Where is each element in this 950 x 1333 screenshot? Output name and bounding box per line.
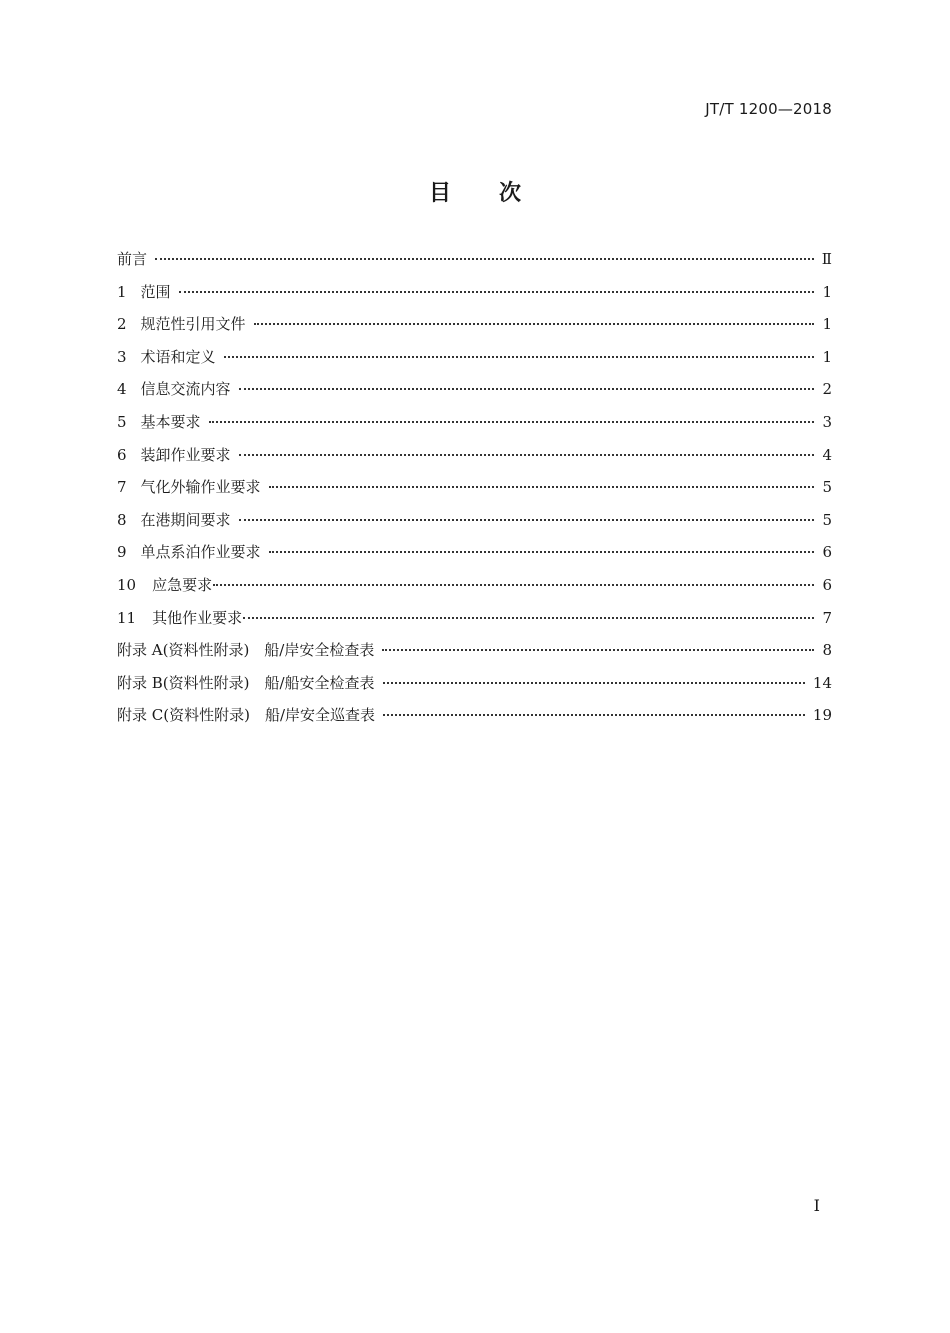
toc-entry-page: 6 xyxy=(822,543,832,562)
toc-entry-9[interactable] xyxy=(117,541,832,574)
toc-entry-label: 附录 A(资料性附录) 船/岸安全检查表 xyxy=(117,641,375,660)
standard-code: JT/T 1200—2018 xyxy=(705,100,832,118)
toc-entry-appendix-a[interactable] xyxy=(117,639,832,672)
toc-entry-page: 1 xyxy=(822,315,832,334)
dot-leader xyxy=(213,583,814,586)
toc-entry-number: 8 xyxy=(117,510,127,529)
toc-entry-page: 3 xyxy=(822,412,832,431)
toc-entry-page: 7 xyxy=(822,608,832,627)
toc-entry-label: 术语和定义 xyxy=(140,347,216,366)
toc-entry-foreword[interactable] xyxy=(117,248,832,281)
toc-entry-4[interactable] xyxy=(117,378,832,411)
toc-entry-label: 规范性引用文件 xyxy=(140,315,246,334)
toc-entry-page: Ⅱ xyxy=(821,250,832,268)
dot-leader xyxy=(209,420,815,423)
toc-entry-label: 信息交流内容 xyxy=(140,380,231,399)
toc-entry-number: 10 xyxy=(117,575,137,594)
toc-entry-11[interactable] xyxy=(117,607,832,640)
toc-entry-5[interactable] xyxy=(117,411,832,444)
toc-entry-8[interactable] xyxy=(117,509,832,542)
toc-entry-appendix-c[interactable] xyxy=(117,704,832,737)
toc-entry-page: 1 xyxy=(822,347,832,366)
toc-entry-10[interactable] xyxy=(117,574,832,607)
toc-entry-2[interactable] xyxy=(117,313,832,346)
toc-entry-page: 4 xyxy=(822,445,832,464)
toc-entry-page: 2 xyxy=(822,380,832,399)
dot-leader xyxy=(269,550,815,553)
toc-entry-label: 应急要求 xyxy=(152,575,213,594)
toc-entry-number: 1 xyxy=(117,282,127,301)
toc-entry-6[interactable] xyxy=(117,444,832,477)
toc-entry-label: 其他作业要求 xyxy=(152,608,243,627)
toc-entry-number: 7 xyxy=(117,478,127,497)
toc-entry-page: 1 xyxy=(822,282,832,301)
toc-entry-page: 5 xyxy=(822,478,832,497)
toc-entry-page: 14 xyxy=(812,673,832,692)
toc-entry-label: 基本要求 xyxy=(140,412,201,431)
toc-entry-number: 6 xyxy=(117,445,127,464)
dot-leader xyxy=(155,257,814,260)
toc-entry-number: 4 xyxy=(117,380,127,399)
toc-entry-3[interactable] xyxy=(117,346,832,379)
dot-leader xyxy=(239,387,815,390)
dot-leader xyxy=(383,713,805,716)
toc-entry-label: 范围 xyxy=(140,282,171,301)
toc-entry-page: 8 xyxy=(822,641,832,660)
toc-entry-label: 单点系泊作业要求 xyxy=(140,543,261,562)
toc-entry-1[interactable] xyxy=(117,281,832,314)
toc-entry-label: 在港期间要求 xyxy=(140,510,231,529)
toc-entry-appendix-b[interactable] xyxy=(117,672,832,705)
toc-entry-7[interactable] xyxy=(117,476,832,509)
toc-entry-label: 附录 C(资料性附录) 船/岸安全巡查表 xyxy=(117,706,376,725)
dot-leader xyxy=(179,290,815,293)
toc-entry-page: 5 xyxy=(822,510,832,529)
toc-entry-page: 19 xyxy=(812,706,832,725)
dot-leader xyxy=(254,322,815,325)
toc-entry-number: 2 xyxy=(117,315,127,334)
page-title: 目次 xyxy=(428,181,569,206)
page-number: Ⅰ xyxy=(813,1196,820,1215)
toc-entry-number: 3 xyxy=(117,347,127,366)
dot-leader xyxy=(243,616,814,619)
toc-entry-label: 附录 B(资料性附录) 船/船安全检查表 xyxy=(117,673,375,692)
toc-entry-page: 6 xyxy=(822,575,832,594)
toc-entry-label: 前言 xyxy=(117,250,148,268)
table-of-contents xyxy=(117,248,832,737)
dot-leader xyxy=(382,648,814,651)
toc-entry-number: 11 xyxy=(117,608,137,627)
toc-entry-label: 气化外输作业要求 xyxy=(140,478,261,497)
toc-entry-number: 5 xyxy=(117,412,127,431)
dot-leader xyxy=(383,681,805,684)
toc-entry-label: 装卸作业要求 xyxy=(140,445,231,464)
toc-entry-number: 9 xyxy=(117,543,127,562)
dot-leader xyxy=(269,485,815,488)
dot-leader xyxy=(239,453,815,456)
dot-leader xyxy=(224,355,815,358)
dot-leader xyxy=(239,518,815,521)
